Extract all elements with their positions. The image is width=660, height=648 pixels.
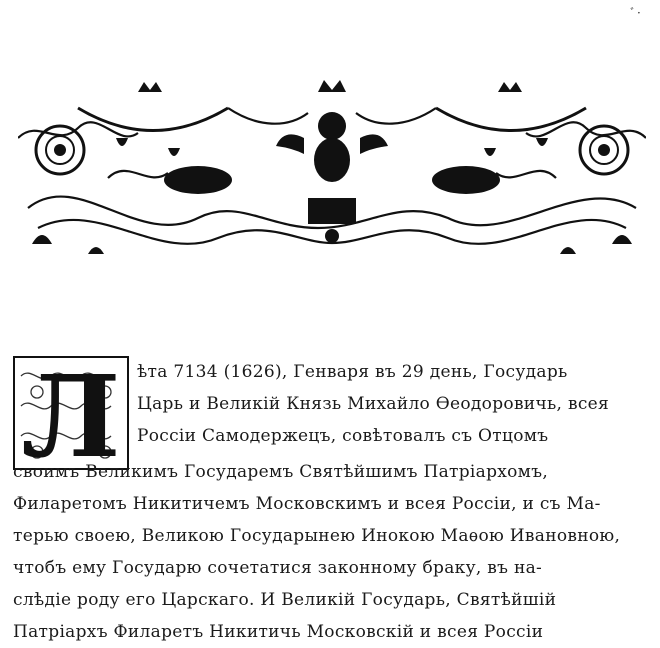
text-line-2: Царь и Великій Князь Михайло Ѳеодоровичь, всея [137,394,610,414]
text-line-9: Патріархъ Филаретъ Никитичь Московскій и всея Россіи [13,622,544,642]
decorated-initial-letter [13,356,129,470]
text-line-1: ѣта 7134 (1626), Генваря въ 29 день, Государь [137,362,568,382]
initial-letter-glyph: Л [21,356,121,470]
page-mark: ﾞ· [630,6,642,20]
text-line-7: чтобъ ему Государю сочетатися законному браку, въ на- [13,558,543,578]
ornamental-headpiece-engraving [18,78,646,258]
text-line-6: терью своею, Великою Государынею Инокою Маѳою Ивановною, [13,526,621,546]
document-text [13,356,653,642]
text-line-8: слѣдіе роду его Царскаго. И Великій Государь, Святѣйшій [13,590,557,610]
text-line-5: Филаретомъ Никитичемъ Московскимъ и всея Россіи, и съ Ма- [13,494,601,514]
text-line-4: своимъ Великимъ Государемъ Святѣйшимъ Патріархомъ, [13,462,549,482]
text-line-3: Россіи Самодержецъ, совѣтовалъ съ Отцомъ [137,426,549,446]
